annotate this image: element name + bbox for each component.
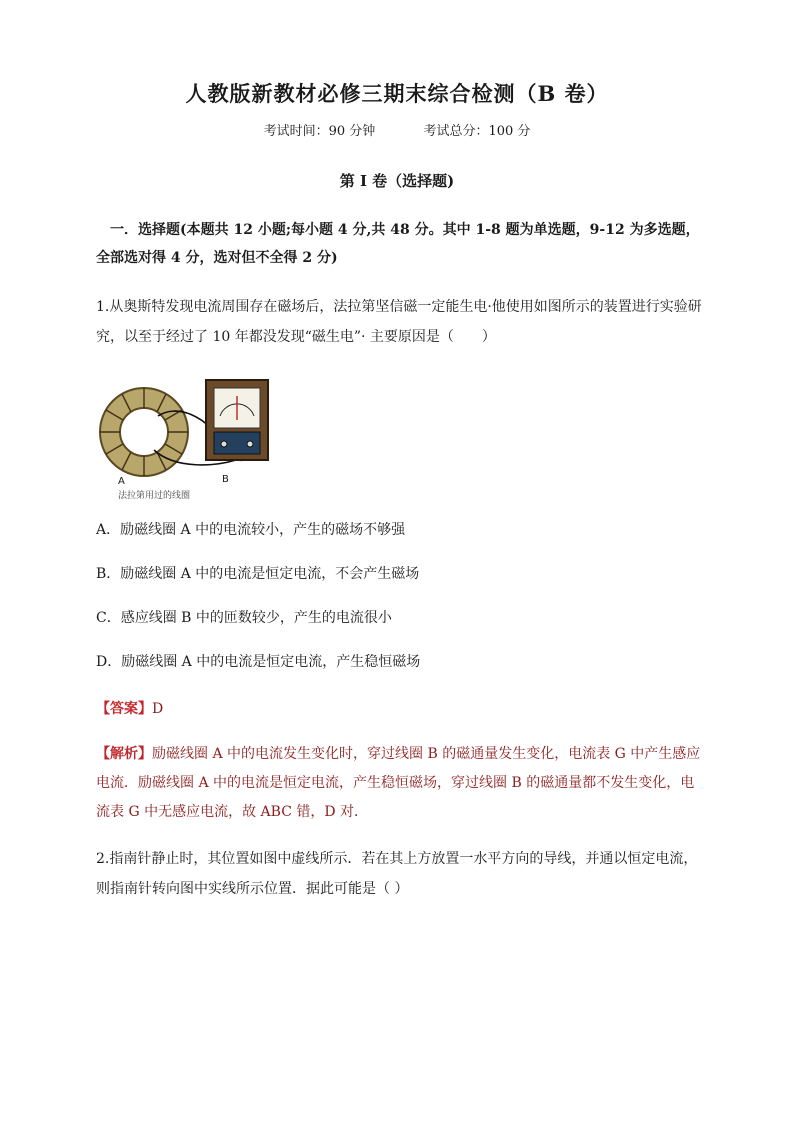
analysis-tag: 【解析】 [96,746,152,762]
terminal-left [221,441,227,447]
section-instructions: 一．选择题(本题共 12 小题;每小题 4 分,共 48 分。其中 1-8 题为单选题，9-12 为多选题，全部选对得 4 分，选对但不全得 2 分) [96,222,700,266]
question-1-option-b: B．励磁线圈 A 中的电流是恒定电流，不会产生磁场 [96,566,420,582]
question-1-option-c: C．感应线圈 B 中的匝数较少，产生的电流很小 [96,610,392,626]
answer-value: D [152,701,164,717]
terminal-right [247,441,253,447]
section-title: 第 I 卷（选择题) [339,172,455,190]
question-1-option-d: D．励磁线圈 A 中的电流是恒定电流，产生稳恒磁场 [96,654,421,670]
exam-meta [0,120,794,139]
figure-label-a: A [118,476,125,487]
exam-time: 考试时间：90 分钟 [263,124,376,139]
question-1-analysis [96,740,708,827]
answer-tag: 【答案】 [96,701,152,717]
analysis-text: 励磁线圈 A 中的电流发生变化时，穿过线圈 B 的磁通量发生变化，电流表 G 中产生感应电流．励磁线圈 A 中的电流是恒定电流，产生稳恒磁场，穿过线圈 B 的磁通量都不发生变化，电流表 G 中无感应电流，故 ABC 错，D 对． [96,746,701,820]
question-1-answer [96,698,163,718]
question-2-stem: 2.指南针静止时，其位置如图中虚线所示．若在其上方放置一水平方向的导线，并通以恒定电流，则指南针转向图中实线所示位置．据此可能是（ ） [96,851,698,897]
question-1-option-a: A．励磁线圈 A 中的电流较小，产生的磁场不够强 [96,522,406,538]
figure-label-b: B [222,474,229,485]
exam-score: 考试总分：100 分 [423,124,531,139]
question-1-stem: 1.从奥斯特发现电流周围存在磁场后，法拉第坚信磁一定能生电·他使用如图所示的装置进行实验研究，以至于经过了 10 年都没发现“磁生电”· 主要原因是（ ） [96,299,702,345]
figure-caption: 法拉第用过的线圈 [118,491,191,501]
page-title: 人教版新教材必修三期末综合检测（B 卷） [185,81,609,106]
